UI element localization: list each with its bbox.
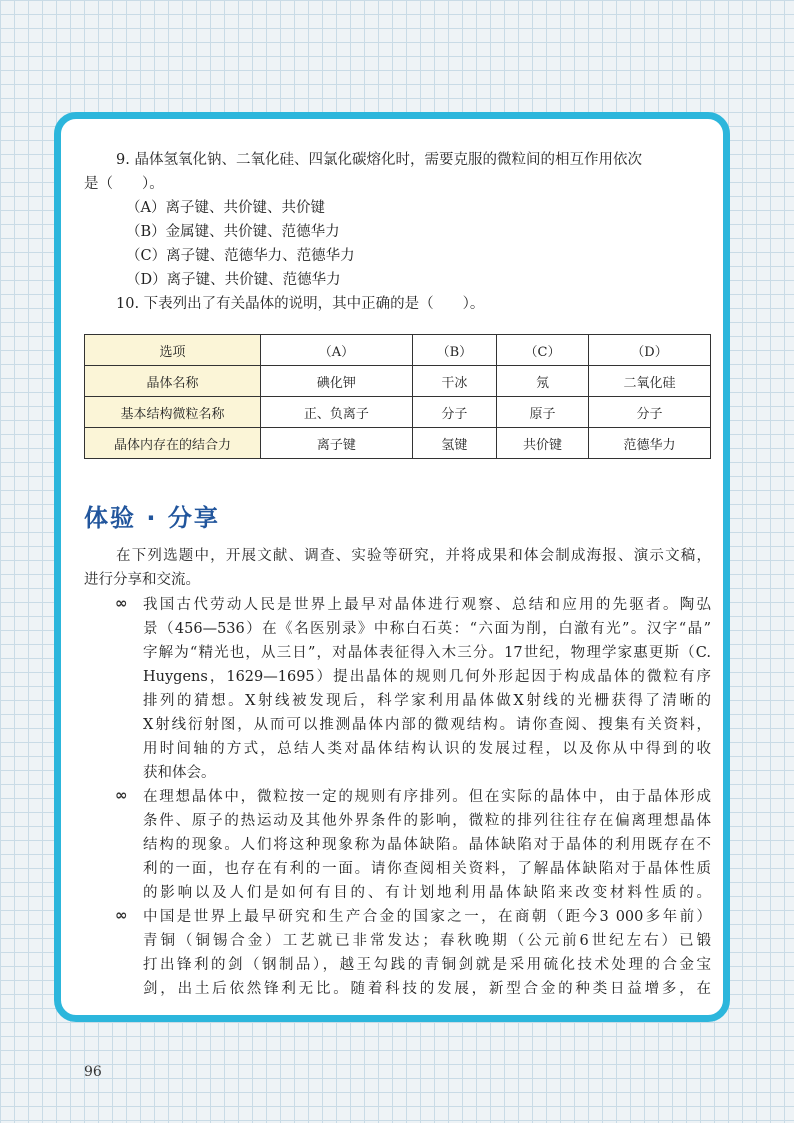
infinity-bullet-icon: ∞ <box>115 786 128 804</box>
bullet-1-line: 景（456—536）在《名医别录》中称白石英：“六面为削，白澈有光”。汉字“晶” <box>143 621 711 637</box>
table-cell: 晶体内存在的结合力 <box>85 428 261 459</box>
table-cell: 正、负离子 <box>261 397 413 428</box>
table-row <box>85 428 711 459</box>
bullet-1-line: 获和体会。 <box>143 765 216 781</box>
table-cell: （D） <box>589 335 711 366</box>
table-cell: 范德华力 <box>589 428 711 459</box>
question-9-line-1: 9. 晶体氢氧化钠、二氧化硅、四氯化碳熔化时，需要克服的微粒间的相互作用依次 <box>116 152 642 168</box>
table-cell: 共价键 <box>496 428 588 459</box>
table-cell: 晶体名称 <box>85 366 261 397</box>
bullet-2-line: 条件、原子的热运动及其他外界条件的影响，微粒的排列往往存在偏离理想晶体 <box>143 813 711 829</box>
table-row <box>85 397 711 428</box>
table-cell: 选项 <box>85 335 261 366</box>
crystal-table <box>84 334 711 459</box>
table-cell: 分子 <box>589 397 711 428</box>
table-cell: （B） <box>412 335 496 366</box>
table-cell: 基本结构微粒名称 <box>85 397 261 428</box>
bullet-3-line: 青铜（铜锡合金）工艺就已非常发达；春秋晚期（公元前6世纪左右）已锻 <box>143 933 711 949</box>
table-row <box>85 366 711 397</box>
bullet-3-line: 打出锋利的剑（钢制品），越王勾践的青铜剑就是采用硫化技术处理的合金宝 <box>143 957 711 973</box>
section-title: 体验 · 分享 <box>84 504 220 532</box>
bullet-2-line: 利的一面，也存在有利的一面。请你查阅相关资料，了解晶体缺陷对于晶体性质 <box>143 861 711 877</box>
table-cell: （C） <box>496 335 588 366</box>
table-cell: 氢键 <box>412 428 496 459</box>
bullet-3-line: 中国是世界上最早研究和生产合金的国家之一，在商朝（距今3 000多年前） <box>143 909 711 925</box>
table-cell: 干冰 <box>412 366 496 397</box>
intro-line-2: 进行分享和交流。 <box>84 572 200 588</box>
table-row <box>85 335 711 366</box>
infinity-bullet-icon: ∞ <box>115 594 128 612</box>
question-9-option-c: （C）离子键、范德华力、范德华力 <box>126 248 355 264</box>
intro-line-1: 在下列选题中，开展文献、调查、实验等研究，并将成果和体会制成海报、演示文稿， <box>116 548 711 564</box>
table-cell: 二氧化硅 <box>589 366 711 397</box>
table-cell: （A） <box>261 335 413 366</box>
question-10: 10. 下表列出了有关晶体的说明，其中正确的是（ ）。 <box>116 296 485 312</box>
table-cell: 原子 <box>496 397 588 428</box>
question-9-option-d: （D）离子键、共价键、范德华力 <box>126 272 341 288</box>
bullet-1-line: 用时间轴的方式，总结人类对晶体结构认识的发展过程，以及你从中得到的收 <box>143 741 711 757</box>
table-cell: 分子 <box>412 397 496 428</box>
bullet-3-line: 剑，出土后依然锋利无比。随着科技的发展，新型合金的种类日益增多，在 <box>143 981 711 997</box>
question-9-line-2: 是（ ）。 <box>84 176 164 192</box>
bullet-1-line: X射线衍射图，从而可以推测晶体内部的微观结构。请你查阅、搜集有关资料， <box>143 717 711 733</box>
bullet-2-line: 在理想晶体中，微粒按一定的规则有序排列。但在实际的晶体中，由于晶体形成 <box>143 789 711 805</box>
bullet-1-line: 我国古代劳动人民是世界上最早对晶体进行观察、总结和应用的先驱者。陶弘 <box>143 597 711 613</box>
bullet-2-line: 结构的现象。人们将这种现象称为晶体缺陷。晶体缺陷对于晶体的利用既存在不 <box>143 837 711 853</box>
question-9-option-a: （A）离子键、共价键、共价键 <box>126 200 325 216</box>
table-cell: 碘化钾 <box>261 366 413 397</box>
bullet-1-line: 字解为“精光也，从三日”，对晶体表征得入木三分。17世纪，物理学家惠更斯（C. <box>143 645 711 661</box>
bullet-2-line: 的影响以及人们是如何有目的、有计划地利用晶体缺陷来改变材料性质的。 <box>143 885 711 901</box>
table-cell: 氖 <box>496 366 588 397</box>
bullet-1-line: 排列的猜想。X射线被发现后，科学家利用晶体做X射线的光栅获得了清晰的 <box>143 693 711 709</box>
table-cell: 离子键 <box>261 428 413 459</box>
question-9-option-b: （B）金属键、共价键、范德华力 <box>126 224 340 240</box>
page-number: 96 <box>84 1064 102 1080</box>
bullet-1-line: Huygens，1629—1695）提出晶体的规则几何外形起因于构成晶体的微粒有序 <box>143 669 711 685</box>
infinity-bullet-icon: ∞ <box>115 906 128 924</box>
